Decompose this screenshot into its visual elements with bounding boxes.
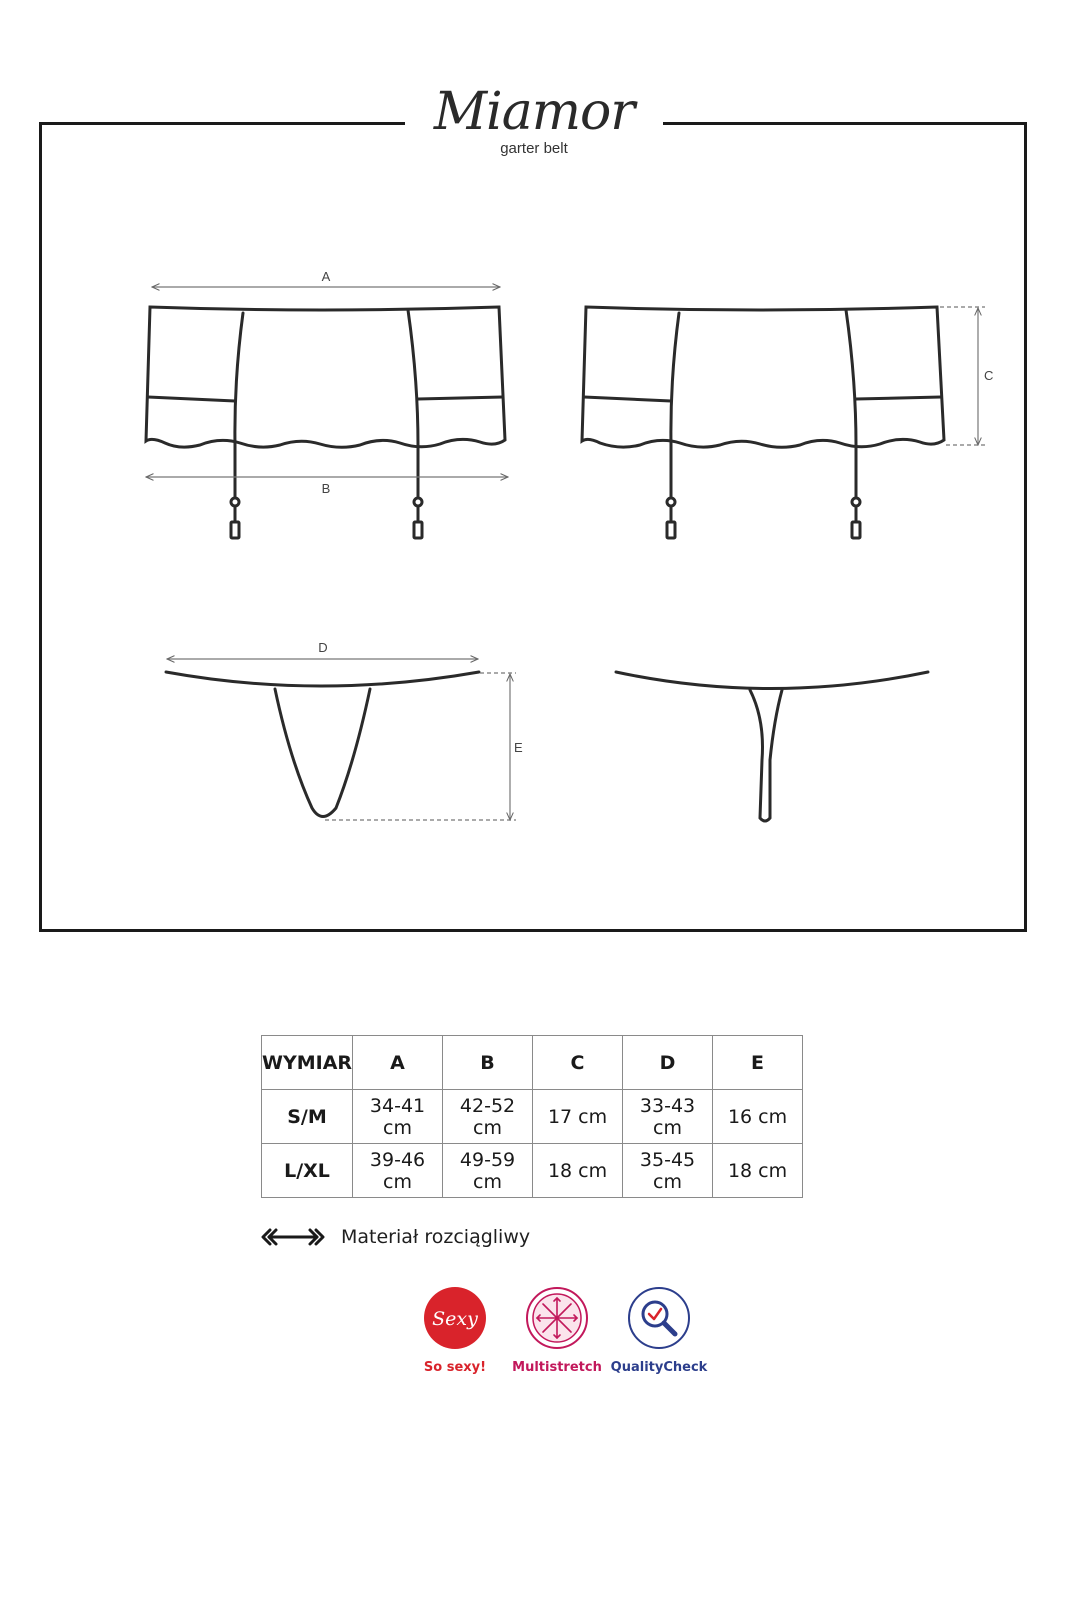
dimension-label-d: D: [318, 640, 328, 655]
table-header-row: [262, 1036, 803, 1090]
dimension-label-e: E: [514, 740, 523, 755]
badge-quality-check: [599, 1286, 719, 1375]
table-cell: 49-59 cm: [443, 1144, 533, 1198]
dimension-label-a: A: [321, 269, 331, 284]
table-header: B: [443, 1036, 533, 1090]
table-row: [262, 1090, 803, 1144]
garter-belt-back: [582, 307, 944, 538]
table-cell: 35-45 cm: [623, 1144, 713, 1198]
dimension-label-c: C: [984, 368, 994, 383]
badge-label: QualityCheck: [610, 1360, 708, 1375]
table-header: D: [623, 1036, 713, 1090]
table-cell: 16 cm: [713, 1090, 803, 1144]
size-table: [261, 1035, 803, 1198]
table-cell: 39-46 cm: [353, 1144, 443, 1198]
sexy-badge-icon: [423, 1286, 487, 1350]
table-cell: 18 cm: [533, 1144, 623, 1198]
badge-label: So sexy!: [423, 1360, 487, 1375]
quality-check-icon: [627, 1286, 691, 1350]
table-header: C: [533, 1036, 623, 1090]
product-subtitle: garter belt: [500, 140, 568, 157]
table-cell: S/M: [262, 1090, 353, 1144]
table-cell: 18 cm: [713, 1144, 803, 1198]
badge-label: Multistretch: [512, 1360, 602, 1375]
table-cell: 17 cm: [533, 1090, 623, 1144]
table-row: [262, 1144, 803, 1198]
feature-badges: [0, 1286, 1066, 1386]
sexy-badge-text: Sexy: [432, 1308, 478, 1330]
stretch-arrows-icon: [261, 1227, 325, 1247]
brand-logo: Miamor: [433, 82, 635, 142]
table-header: WYMIAR: [262, 1036, 353, 1090]
table-cell: 34-41 cm: [353, 1090, 443, 1144]
multistretch-icon: [525, 1286, 589, 1350]
thong-back: [616, 672, 928, 821]
stretch-legend: [261, 1222, 530, 1252]
table-header: E: [713, 1036, 803, 1090]
table-cell: 42-52 cm: [443, 1090, 533, 1144]
dimension-label-b: B: [321, 481, 331, 496]
garter-belt-front: [146, 307, 505, 538]
table-header: A: [353, 1036, 443, 1090]
table-cell: 33-43 cm: [623, 1090, 713, 1144]
stretch-legend-label: Materiał rozciągliwy: [341, 1226, 531, 1248]
dimension-lines: [146, 287, 985, 820]
table-cell: L/XL: [262, 1144, 353, 1198]
thong-front: [166, 672, 479, 817]
